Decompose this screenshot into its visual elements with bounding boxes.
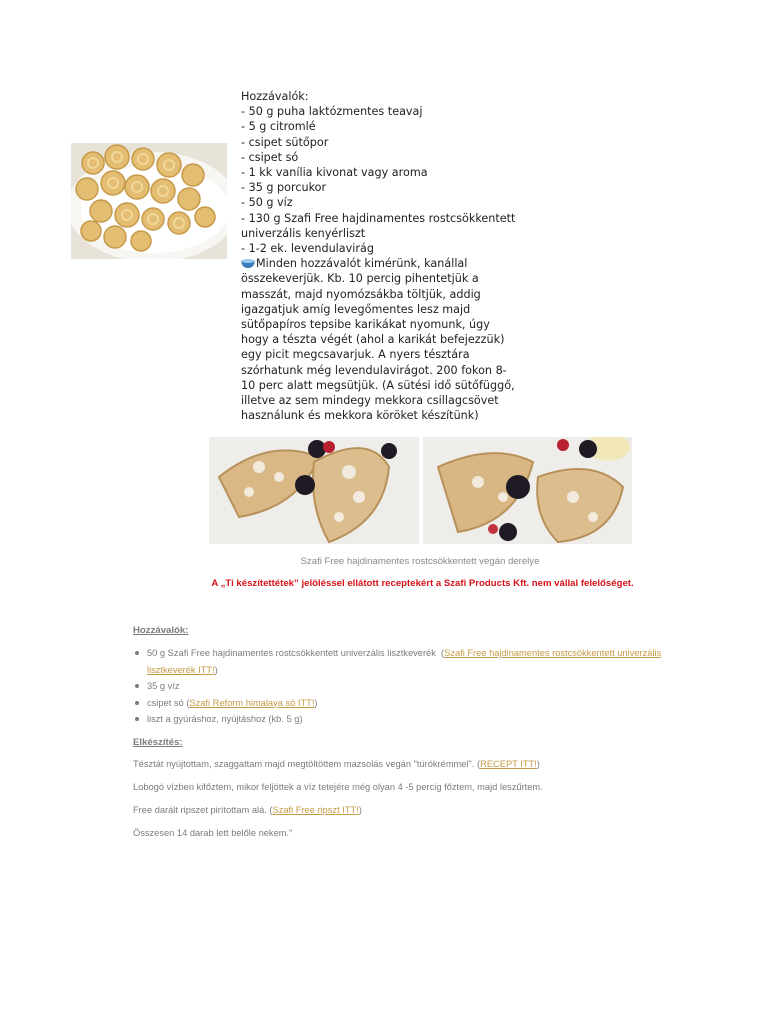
photo-caption: Szafi Free hajdinamentes rostcsökkentett vegán derelye — [300, 556, 540, 567]
method-paragraph: Összesen 14 darab lett belőle nekem." — [133, 828, 293, 838]
derelye-photo-left — [209, 437, 419, 544]
list-item: 50 g Szafi Free hajdinamentes rostcsökkentett univerzális lisztkeverék (Szafi Free hajdinamentes rostcsökkentett univerzális lisztkeverék ITT!) — [133, 645, 673, 678]
ingredient-item: - 50 g puha laktózmentes teavaj — [241, 105, 423, 119]
list-item: csipet só (Szafi Reform himalaya só ITT!) — [133, 695, 673, 712]
ripsz-link[interactable]: Szafi Free ripszt ITT! — [272, 805, 359, 815]
ingredient-item: - 5 g citromlé — [241, 120, 316, 134]
method-paragraph: Free darált ripszet pirítottam alá. (Szafi Free ripszt ITT!) — [133, 805, 362, 815]
ingredient-item: - 1-2 ek. levendulavirág — [241, 242, 374, 256]
list-item: liszt a gyúráshoz, nyújtáshoz (kb. 5 g) — [133, 711, 673, 728]
salt-link[interactable]: Szafi Reform himalaya só ITT! — [189, 697, 315, 708]
disclaimer-text: A „Ti készítettétek” jelöléssel ellátott receptekért a Szafi Products Kft. nem vállal felelőséget. — [211, 578, 634, 589]
ingredients-list — [133, 645, 673, 728]
cookie-photo — [71, 143, 227, 259]
method-paragraph: Lobogó vízben kifőztem, mikor feljöttek a víz tetejére még olyan 4 -5 percig főztem, majd leszűrtem. — [133, 782, 543, 792]
flour-link[interactable]: Szafi Free hajdinamentes rostcsökkentett univerzális lisztkeverék ITT! — [147, 648, 662, 675]
ingredient-item: - 130 g Szafi Free hajdinamentes rostcsökkentett univerzális kenyérliszt — [241, 211, 516, 240]
ingredient-item: - 50 g víz — [241, 196, 293, 210]
recipe-link[interactable]: RECEPT ITT! — [480, 759, 537, 769]
derelye-photo-right — [423, 437, 632, 544]
method-text — [241, 256, 516, 423]
ingredients-heading: Hozzávalók: — [241, 90, 309, 103]
method-paragraph: Tésztát nyújtottam, szaggattam majd megtöltöttem mazsolás vegán "túrókrémmel". (RECEPT ITT!) — [133, 759, 540, 769]
bowl-icon — [241, 257, 255, 267]
ingredient-item: - 35 g porcukor — [241, 181, 327, 195]
recipe-ingredients-block — [241, 89, 516, 423]
list-item: 35 g víz — [133, 678, 673, 695]
ingredients-heading-2: Hozzávalók: — [133, 625, 189, 636]
ingredient-item: - csipet sütőpor — [241, 135, 329, 149]
ingredient-item: - 1 kk vanília kivonat vagy aroma — [241, 166, 428, 180]
method-heading: Elkészítés: — [133, 737, 183, 748]
ingredient-item: - csipet só — [241, 150, 299, 164]
method-paragraph: Minden hozzávalót kimérünk, kanállal összekeverjük. Kb. 10 percig pihentetjük a masszát, majd nyomózsákba töltjük, addig igazgatjuk amíg levegőmentes lesz majd sütőpapíros tepsibe karikákat nyomunk, úgy hogy a tészta végét (ahol a karikát befejezzük) egy picit megcsavarjuk. A nyers tésztára szórhatunk még levendulavirágot. 200 fokon 8-10 perc alatt megsütjük. (A sütési idő sütőfüggő, illetve az sem mindegy mekkora csillagcsövet használunk és mekkora köröket készítünk) — [241, 257, 515, 423]
